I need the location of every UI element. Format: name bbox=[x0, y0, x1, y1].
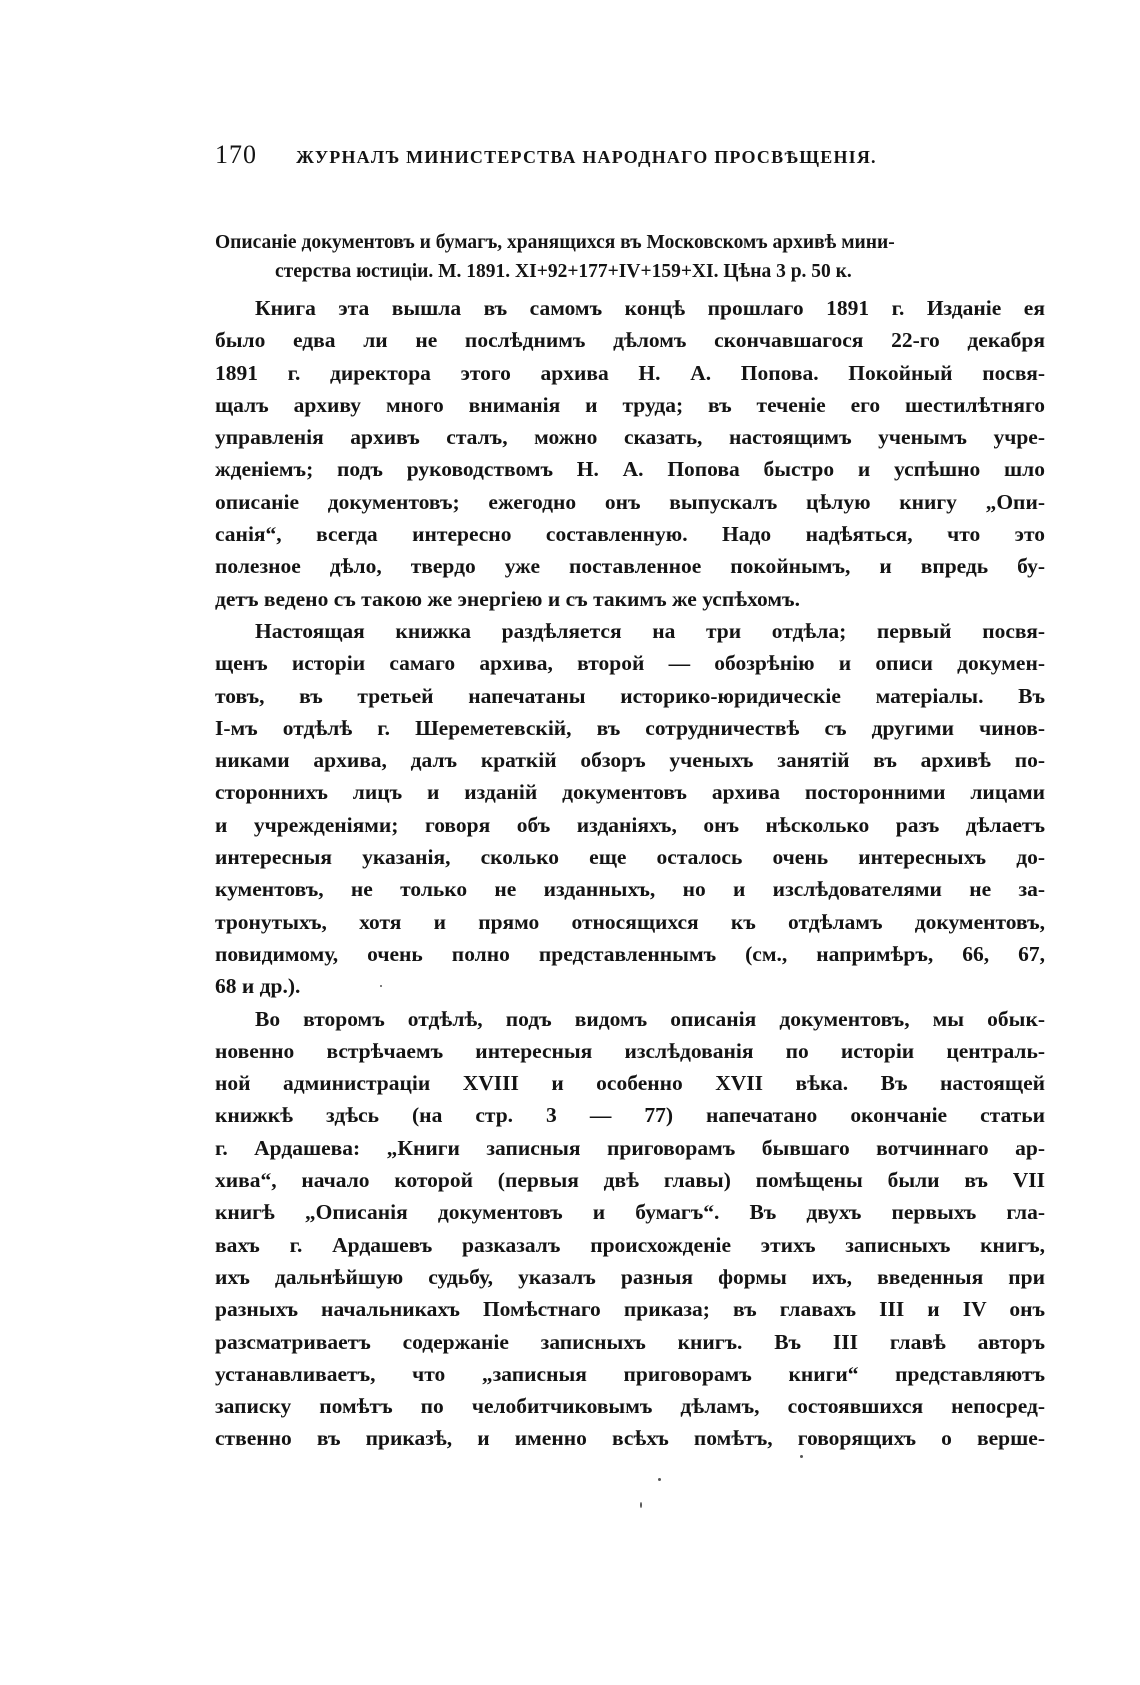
text-line: интересныя указанія, сколько еще осталось очень интересныхъ до- bbox=[215, 845, 1045, 870]
scan-speck bbox=[380, 985, 382, 987]
text-line: Настоящая книжка раздѣляется на три отдѣла; первый посвя- bbox=[255, 618, 1045, 643]
text-line: щенъ исторіи самаго архива, второй — обозрѣнію и описи докумен- bbox=[215, 651, 1045, 676]
journal-title: ЖУРНАЛЪ МИНИСТЕРСТВА НАРОДНАГО ПРОСВѢЩЕНІЯ. bbox=[296, 147, 877, 167]
text-line: 1891 г. директора этого архива Н. А. Попова. Покойный посвя- bbox=[215, 360, 1045, 385]
text-line: I-мъ отдѣлѣ г. Шереметевскій, въ сотрудничествѣ съ другими чинов- bbox=[215, 715, 1045, 740]
text-line: кументовъ, не только не изданныхъ, но и изслѣдователями не за- bbox=[215, 877, 1045, 902]
text-line: никами архива, далъ краткій обзоръ ученыхъ занятій въ архивѣ по- bbox=[215, 748, 1045, 773]
text-line: ной администраціи XVIII и особенно XVII вѣка. Въ настоящей bbox=[215, 1071, 1045, 1096]
text-line: хива“, начало которой (первыя двѣ главы) помѣщены были въ VII bbox=[215, 1168, 1045, 1193]
text-line: щалъ архиву много вниманія и труда; въ теченіе его шестилѣтняго bbox=[215, 392, 1045, 417]
text-line: разсматриваетъ содержаніе записныхъ книгъ. Въ III главѣ авторъ bbox=[215, 1329, 1045, 1354]
text-line: стороннихъ лицъ и изданій документовъ архива посторонними лицами bbox=[215, 780, 1045, 805]
text-line: Книга эта вышла въ самомъ концѣ прошлаго 1891 г. Изданіе ея bbox=[255, 296, 1045, 320]
text-line: управленія архивъ сталъ, можно сказать, настоящимъ ученымъ учре- bbox=[215, 425, 1045, 450]
text-line: ственно въ приказѣ, и именно всѣхъ помѣтъ, говорящихъ о верше- bbox=[215, 1426, 1045, 1451]
page-number: 170 bbox=[215, 140, 257, 169]
text-line: 68 и др.). bbox=[215, 974, 301, 999]
text-line: устанавливаетъ, что „записныя приговорамъ книги“ представляютъ bbox=[215, 1361, 1045, 1386]
text-line: записку помѣтъ по челобитчиковымъ дѣламъ, состоявшихся непосред- bbox=[215, 1394, 1045, 1419]
text-line: и учрежденіями; говоря объ изданіяхъ, онъ нѣсколько разъ дѣлаетъ bbox=[215, 812, 1045, 837]
text-line: повидимому, очень полно представленнымъ (см., напримѣръ, 66, 67, bbox=[215, 941, 1045, 966]
scan-speck bbox=[658, 1478, 661, 1481]
text-line: детъ ведено съ такою же энергіею и съ такимъ же успѣхомъ. bbox=[215, 586, 800, 611]
text-line: г. Ардашева: „Книги записныя приговорамъ бывшаго вотчиннаго ар- bbox=[215, 1135, 1045, 1160]
text-line: было едва ли не послѣднимъ дѣломъ скончавшагося 22-го декабря bbox=[215, 328, 1045, 353]
running-head bbox=[215, 140, 1045, 180]
scan-speck bbox=[640, 1502, 642, 1508]
review-body bbox=[215, 292, 1045, 1455]
text-line: описаніе документовъ; ежегодно онъ выпускалъ цѣлую книгу „Опи- bbox=[215, 489, 1045, 514]
text-line: тронутыхъ, хотя и прямо относящихся къ отдѣламъ документовъ, bbox=[215, 909, 1045, 934]
text-line: товъ, въ третьей напечатаны историко-юридическіе матеріалы. Въ bbox=[215, 683, 1045, 708]
text-line: санія“, всегда интересно составленную. Надо надѣяться, что это bbox=[215, 522, 1045, 547]
citation-line-1: Описаніе документовъ и бумагъ, хранящихся въ Московскомъ архивѣ мини- bbox=[215, 232, 895, 253]
text-line: полезное дѣло, твердо уже поставленное покойнымъ, и впредь бу- bbox=[215, 554, 1045, 579]
text-line: ихъ дальнѣйшую судьбу, указалъ разныя формы ихъ, введенныя при bbox=[215, 1264, 1045, 1289]
text-line: вахъ г. Ардашевъ разказалъ происхожденіе этихъ записныхъ книгъ, bbox=[215, 1232, 1045, 1257]
text-line: разныхъ начальникахъ Помѣстнаго приказа; въ главахъ III и IV онъ bbox=[215, 1297, 1045, 1322]
citation-line-2: стерства юстиціи. М. 1891. XI+92+177+IV+159+XI. Цѣна 3 р. 50 к. bbox=[275, 261, 852, 282]
text-line: новенно встрѣчаемъ интересныя изслѣдованія по исторіи централь- bbox=[215, 1038, 1045, 1063]
text-line: книжкѣ здѣсь (на стр. 3 — 77) напечатано окончаніе статьи bbox=[215, 1103, 1045, 1128]
text-line: жденіемъ; подъ руководствомъ Н. А. Попова быстро и успѣшно шло bbox=[215, 457, 1045, 482]
bibliographic-citation bbox=[215, 228, 1045, 286]
text-line: Во второмъ отдѣлѣ, подъ видомъ описанія документовъ, мы обык- bbox=[255, 1006, 1045, 1031]
text-line: книгѣ „Описанія документовъ и бумагъ“. Въ двухъ первыхъ гла- bbox=[215, 1200, 1045, 1225]
scan-speck bbox=[800, 1455, 803, 1458]
